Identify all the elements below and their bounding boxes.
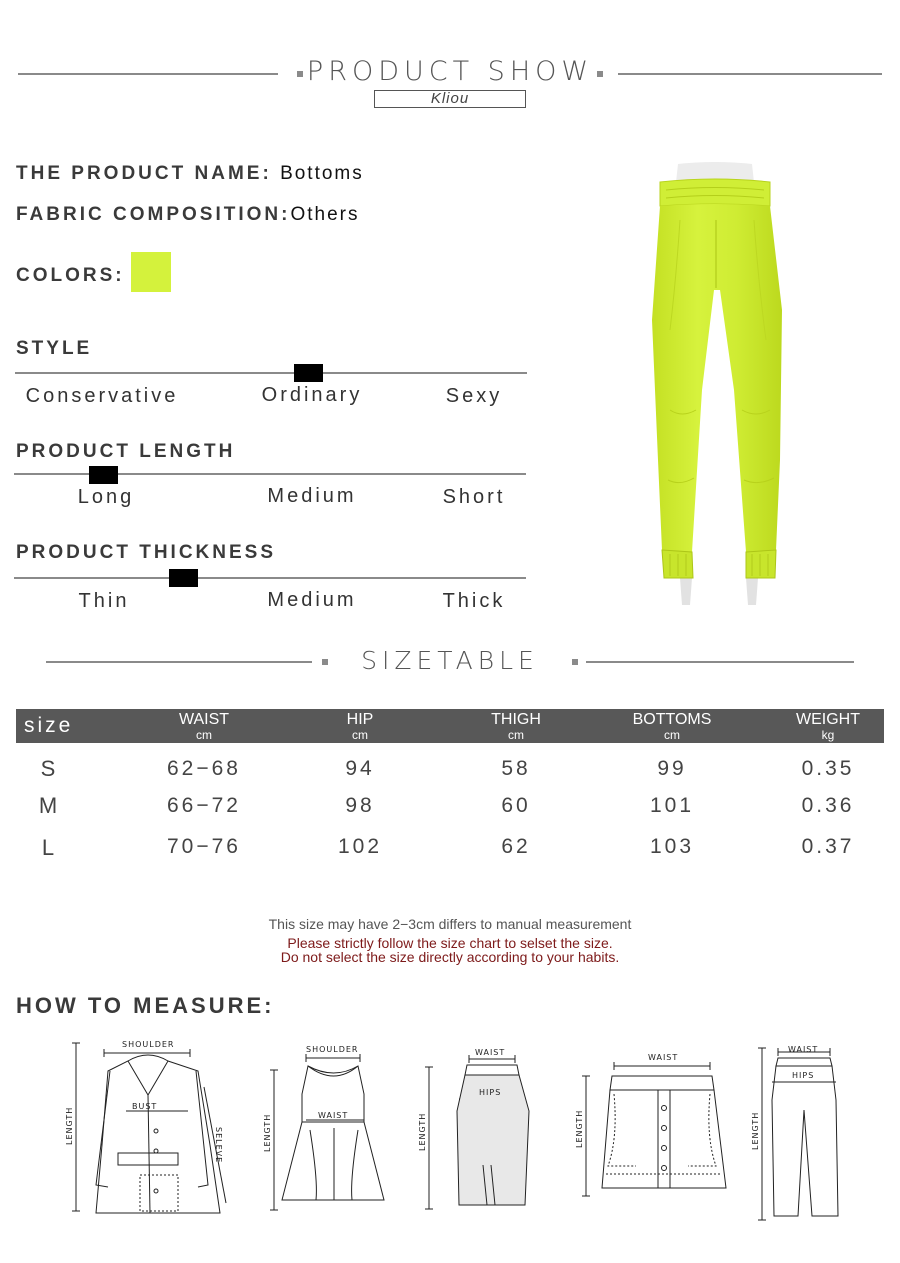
svg-text:SELEVE: SELEVE — [214, 1127, 223, 1164]
style-option-sexy: Sexy — [445, 385, 503, 407]
column-header-waist: WAIST cm — [178, 711, 230, 742]
svg-text:LENGTH: LENGTH — [575, 1109, 584, 1148]
length-option-short: Short — [442, 486, 506, 508]
fabric-row — [16, 204, 359, 226]
header-rule-right — [618, 73, 882, 75]
row-size-label: M — [38, 793, 58, 818]
color-swatch[interactable] — [131, 252, 171, 292]
fabric-value: Others — [290, 204, 360, 225]
page-title: PRODUCT SHOW — [306, 56, 594, 87]
row-size-label: L — [41, 835, 55, 860]
svg-text:WAIST: WAIST — [475, 1048, 506, 1057]
dress-measure-sketch — [262, 1040, 402, 1215]
pants-measure-sketch — [748, 1040, 858, 1225]
svg-text:BUST: BUST — [132, 1102, 158, 1111]
style-option-conservative: Conservative — [25, 385, 179, 407]
style-title: STYLE — [16, 338, 93, 359]
svg-text:SHOULDER: SHOULDER — [122, 1040, 175, 1049]
svg-text:LENGTH: LENGTH — [418, 1112, 427, 1151]
svg-text:SHOULDER: SHOULDER — [306, 1045, 359, 1054]
style-marker — [294, 364, 323, 382]
header-bullet-right — [597, 71, 603, 77]
measurement-note: This size may have 2−3cm differs to manual measurement — [268, 916, 632, 932]
how-to-measure-title: HOW TO MEASURE: — [16, 993, 275, 1018]
length-marker — [89, 466, 118, 484]
thickness-option-thin: Thin — [78, 590, 130, 612]
size-warning-1: Please strictly follow the size chart to selset the size. — [287, 935, 613, 951]
table-cell: 99 — [657, 757, 687, 780]
sizetable-bullet-right — [572, 659, 578, 665]
column-header-bottoms: BOTTOMS cm — [632, 711, 712, 742]
svg-text:HIPS: HIPS — [479, 1088, 502, 1097]
column-header-weight: WEIGHT kg — [796, 711, 860, 742]
svg-text:HIPS: HIPS — [792, 1071, 815, 1080]
fabric-label: FABRIC COMPOSITION: — [16, 204, 291, 225]
table-cell: 58 — [501, 757, 531, 780]
table-cell: 62−68 — [167, 757, 241, 780]
table-cell: 0.37 — [801, 835, 855, 858]
size-warning-2: Do not select the size directly according to your habits. — [280, 949, 620, 965]
svg-text:WAIST: WAIST — [318, 1111, 349, 1120]
thickness-marker — [169, 569, 198, 587]
svg-text:WAIST: WAIST — [788, 1045, 819, 1054]
svg-text:LENGTH: LENGTH — [65, 1106, 74, 1145]
length-title: PRODUCT LENGTH — [16, 441, 236, 462]
table-cell: 70−76 — [167, 835, 241, 858]
table-cell: 102 — [337, 835, 383, 858]
table-cell: 60 — [501, 794, 531, 817]
skirt-measure-sketch — [415, 1045, 545, 1215]
column-header-thigh: THIGH cm — [491, 711, 541, 742]
svg-text:LENGTH: LENGTH — [263, 1113, 272, 1152]
shorts-measure-sketch — [574, 1048, 734, 1208]
row-size-label: S — [40, 756, 56, 781]
brand-name: Kliou — [374, 90, 526, 108]
svg-text:LENGTH: LENGTH — [751, 1111, 760, 1150]
length-option-medium: Medium — [267, 485, 357, 507]
style-scale-line — [15, 372, 527, 374]
table-cell: 62 — [501, 835, 531, 858]
size-table-header — [16, 709, 884, 743]
length-option-long: Long — [77, 486, 135, 508]
table-cell: 98 — [345, 794, 375, 817]
table-cell: 94 — [345, 757, 375, 780]
size-column-header: size — [24, 714, 74, 737]
svg-text:WAIST: WAIST — [648, 1053, 679, 1062]
table-cell: 0.36 — [801, 794, 855, 817]
product-name-value: Bottoms — [280, 163, 364, 184]
product-photo[interactable] — [630, 160, 800, 610]
thickness-option-medium: Medium — [267, 589, 357, 611]
table-cell: 101 — [649, 794, 695, 817]
product-name-label: THE PRODUCT NAME: — [16, 163, 272, 184]
thickness-scale-line — [14, 577, 526, 579]
column-header-hip: HIP cm — [346, 711, 374, 742]
sizetable-rule-right — [586, 661, 854, 663]
style-option-ordinary: Ordinary — [261, 384, 363, 406]
thickness-title: PRODUCT THICKNESS — [16, 542, 277, 563]
product-name-row — [16, 163, 364, 185]
colors-label: COLORS: — [16, 265, 125, 286]
table-cell: 0.35 — [801, 757, 855, 780]
table-cell: 103 — [649, 835, 695, 858]
thickness-option-thick: Thick — [442, 590, 506, 612]
sizetable-title: SIZETABLE — [361, 646, 539, 675]
jacket-measure-sketch — [58, 1035, 238, 1220]
table-cell: 66−72 — [167, 794, 241, 817]
